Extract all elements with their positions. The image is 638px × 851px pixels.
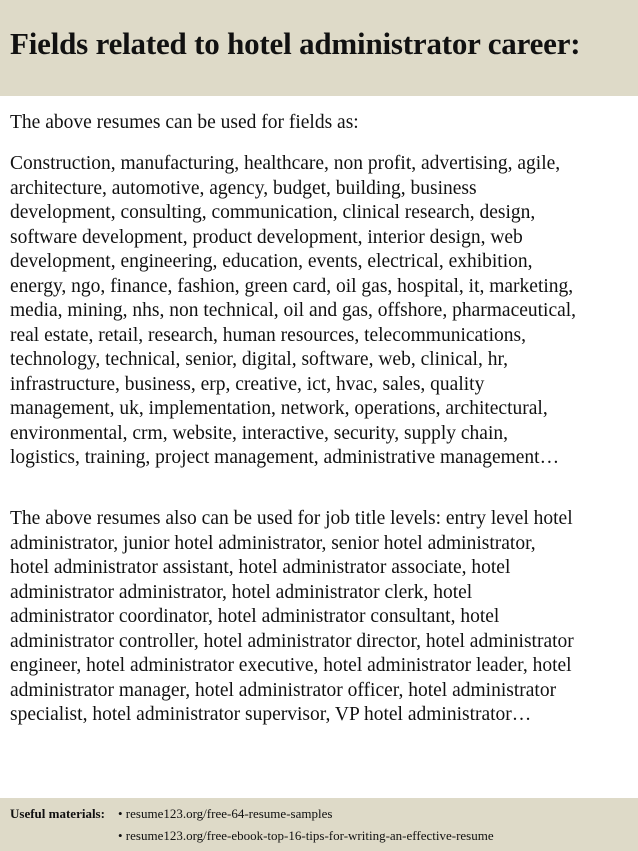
- fields-line: media, mining, nhs, non technical, oil and gas, offshore, pharmaceutical,: [10, 300, 577, 321]
- fields-line: technology, technical, senior, digital, software, web, clinical, hr,: [10, 349, 509, 370]
- title-banner: [0, 0, 638, 96]
- levels-line: administrator manager, hotel administrator officer, hotel administrator: [10, 679, 557, 701]
- levels-line: administrator, junior hotel administrator, senior hotel administrator,: [10, 532, 536, 554]
- levels-line: hotel administrator assistant, hotel administrator associate, hotel: [10, 557, 511, 578]
- levels-line: administrator administrator, hotel administrator clerk, hotel: [10, 581, 473, 603]
- fields-line: management, uk, implementation, network, operations, architectural,: [10, 398, 548, 419]
- levels-line: administrator controller, hotel administrator director, hotel administrator: [10, 630, 574, 652]
- levels-line: administrator coordinator, hotel administrator consultant, hotel: [10, 606, 500, 627]
- fields-line: development, consulting, communication, clinical research, design,: [10, 202, 536, 223]
- intro-text: The above resumes can be used for fields as:: [10, 112, 359, 133]
- resource-link-samples[interactable]: • resume123.org/free-64-resume-samples: [118, 806, 333, 821]
- levels-line: specialist, hotel administrator supervisor, VP hotel administrator…: [10, 704, 532, 725]
- fields-line: infrastructure, business, erp, creative, ict, hvac, sales, quality: [10, 373, 485, 395]
- useful-materials-label: [10, 806, 105, 822]
- fields-line: software development, product development, interior design, web: [10, 226, 523, 248]
- fields-line: Construction, manufacturing, healthcare, non profit, advertising, agile,: [10, 153, 561, 174]
- levels-line: The above resumes also can be used for job title levels: entry level hotel: [10, 508, 573, 529]
- fields-line: energy, ngo, finance, fashion, green card, oil gas, hospital, it, marketing,: [10, 275, 574, 297]
- fields-line: logistics, training, project management, administrative management…: [10, 447, 560, 468]
- job-levels-paragraph: [10, 507, 634, 728]
- useful-materials-label-text: Useful materials: [10, 806, 101, 821]
- fields-line: development, engineering, education, events, electrical, exhibition,: [10, 251, 533, 272]
- fields-paragraph: [10, 152, 634, 471]
- fields-line: real estate, retail, research, human resources, telecommunications,: [10, 324, 526, 346]
- fields-line: environmental, crm, website, interactive, security, supply chain,: [10, 422, 508, 444]
- levels-line: engineer, hotel administrator executive, hotel administrator leader, hotel: [10, 655, 572, 676]
- label-separator: :: [100, 806, 105, 821]
- fields-line: architecture, automotive, agency, budget, building, business: [10, 177, 477, 199]
- resource-link-ebook[interactable]: • resume123.org/free-ebook-top-16-tips-for-writing-an-effective-resume: [118, 828, 494, 843]
- useful-materials-footer: [0, 798, 638, 851]
- page-title: Fields related to hotel administrator career:: [10, 26, 581, 61]
